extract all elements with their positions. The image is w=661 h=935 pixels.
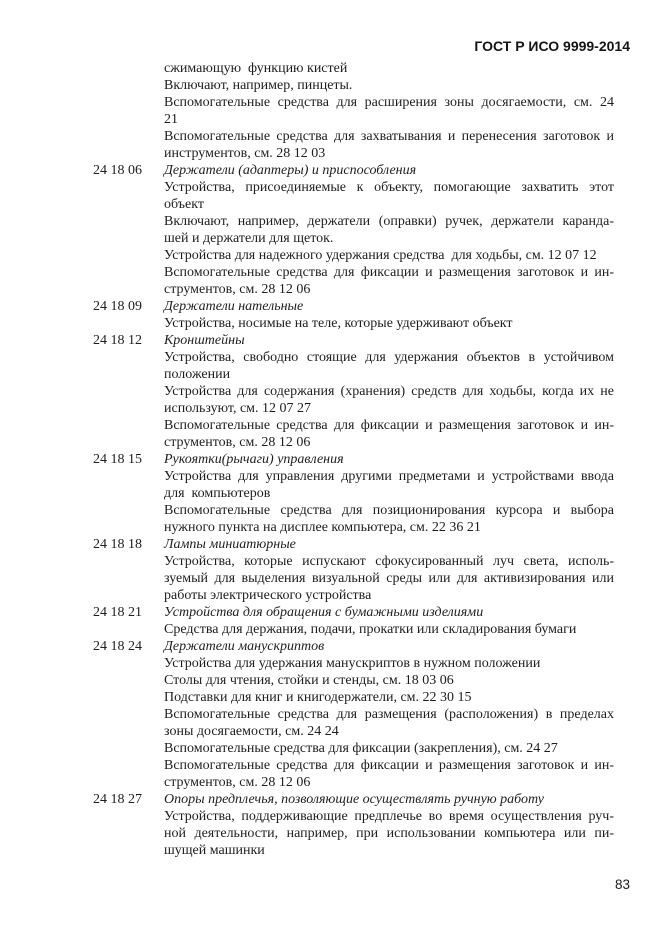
text-line: Вспомогательные средства для фиксации (закрепления), см. 24 27 — [164, 741, 558, 756]
text-line: Устройства, которые испускают сфокусированный луч света, исполь- — [164, 554, 614, 569]
text-line: объект — [164, 197, 204, 212]
paragraph — [164, 468, 614, 502]
text-line: нужного пункта на дисплее компьютера, см. 22 36 21 — [164, 520, 481, 535]
text-line: работы электрического устройства — [164, 588, 372, 603]
text-line: инструментов, см. 28 12 03 — [164, 146, 326, 161]
entry-code: 24 18 06 — [93, 163, 142, 178]
text-line: Средства для держания, подачи, прокатки или складирования бумаги — [164, 622, 577, 637]
entry-term: Держатели манускриптов — [164, 639, 325, 654]
text-line: ной деятельности, например, при использовании компьютера или пи- — [164, 826, 614, 841]
text-line: Вспомогательные средства для фиксации и размещения заготовок и ин- — [164, 265, 614, 280]
text-line: Устройства для управления другими предметами и устройствами ввода — [164, 469, 614, 484]
entry — [93, 162, 614, 298]
paragraph — [164, 689, 614, 706]
paragraph — [164, 213, 614, 247]
text-line: Столы для чтения, стойки и стенды, см. 18 03 06 — [164, 673, 454, 688]
text-line: Устройства, носимые на теле, которые удерживают объект — [164, 316, 513, 331]
entry — [93, 298, 614, 332]
text-line: Включают, например, держатели (оправки) ручек, держатели каранда- — [164, 214, 614, 229]
text-line: для компьютеров — [164, 486, 271, 501]
entry — [93, 604, 614, 638]
entry-term: Кронштейны — [164, 333, 245, 348]
text-line: Устройства, свободно стоящие для удержания объектов в устойчивом — [164, 350, 614, 365]
entry-term: Держатели (адаптеры) и приспособления — [164, 163, 417, 178]
text-line: Устройства для удержания манускриптов в нужном положении — [164, 656, 541, 671]
paragraph — [164, 621, 614, 638]
entry — [93, 451, 614, 536]
paragraph — [164, 60, 614, 77]
paragraph — [164, 247, 614, 264]
paragraph — [164, 553, 614, 604]
text-line: струментов, см. 28 12 06 — [164, 435, 311, 450]
text-line: Подставки для книг и книгодержатели, см. 22 30 15 — [164, 690, 472, 705]
text-line: Вспомогательные средства для фиксации и размещения заготовок и ин- — [164, 758, 614, 773]
text-line: струментов, см. 28 12 06 — [164, 282, 311, 297]
text-line: Вспомогательные средства для позиционирования курсора и выбора — [164, 503, 614, 518]
paragraph — [164, 77, 614, 94]
paragraph — [164, 128, 614, 162]
paragraph — [164, 315, 614, 332]
paragraph — [164, 706, 614, 740]
entry-code: 24 18 24 — [93, 639, 142, 654]
paragraph — [164, 417, 614, 451]
entry — [93, 536, 614, 604]
entry-code: 24 18 18 — [93, 537, 142, 552]
paragraph — [164, 349, 614, 383]
text-line: зоны досягаемости, см. 24 24 — [164, 724, 339, 739]
paragraph — [164, 655, 614, 672]
paragraph — [164, 502, 614, 536]
paragraph — [164, 672, 614, 689]
classification-entries — [93, 60, 614, 859]
text-line: шущей машинки — [164, 843, 265, 858]
entry-term: Устройства для обращения с бумажными изделиями — [164, 605, 484, 620]
entry-code: 24 18 15 — [93, 452, 142, 467]
entry-code: 24 18 27 — [93, 792, 142, 807]
text-line: положении — [164, 367, 231, 382]
text-line: струментов, см. 28 12 06 — [164, 775, 311, 790]
paragraph — [164, 264, 614, 298]
text-line: Включают, например, пинцеты. — [164, 78, 353, 93]
paragraph — [164, 383, 614, 417]
paragraph — [164, 94, 614, 128]
paragraph — [164, 179, 614, 213]
entry — [93, 332, 614, 451]
paragraph — [164, 740, 614, 757]
text-line: Вспомогательные средства для захватывания и перенесения заготовок и — [164, 129, 614, 144]
text-line: используют, см. 12 07 27 — [164, 401, 312, 416]
document-header: ГОСТ Р ИСО 9999-2014 — [474, 38, 630, 54]
text-line: зуемый для выделения визуальной среды или для активизирования или — [164, 571, 614, 586]
text-line: Устройства для содержания (хранения) средств для ходьбы, когда их не — [164, 384, 614, 399]
text-line: Устройства, присоединяемые к объекту, помогающие захватить этот — [164, 180, 614, 195]
text-line: Вспомогательные средства для расширения зоны досягаемости, см. 24 — [164, 95, 614, 110]
paragraph — [164, 808, 614, 859]
entry — [93, 791, 614, 859]
text-line: сжимающую функцию кистей — [164, 61, 348, 76]
entry-term: Держатели нательные — [164, 299, 304, 314]
page-number: 83 — [614, 877, 630, 892]
entry-term: Лампы миниатюрные — [164, 537, 296, 552]
text-line: Вспомогательные средства для размещения (расположения) в пределах — [164, 707, 614, 722]
paragraph — [164, 757, 614, 791]
text-line: Устройства для надежного удержания средства для ходьбы, см. 12 07 12 — [164, 248, 597, 263]
entry-term: Рукоятки(рычаги) управления — [164, 452, 344, 467]
text-line: Устройства, поддерживающие предплечье во время осуществления руч- — [164, 809, 614, 824]
entry-code: 24 18 12 — [93, 333, 142, 348]
entry-code: 24 18 09 — [93, 299, 142, 314]
entry — [164, 60, 614, 162]
text-line: Вспомогательные средства для фиксации и размещения заготовок и ин- — [164, 418, 614, 433]
text-line: 21 — [164, 112, 178, 127]
text-line: шей и держатели для щеток. — [164, 231, 334, 246]
entry-term: Опоры предплечья, позволяющие осуществлять ручную работу — [164, 792, 545, 807]
entry-code: 24 18 21 — [93, 605, 142, 620]
entry — [93, 638, 614, 791]
